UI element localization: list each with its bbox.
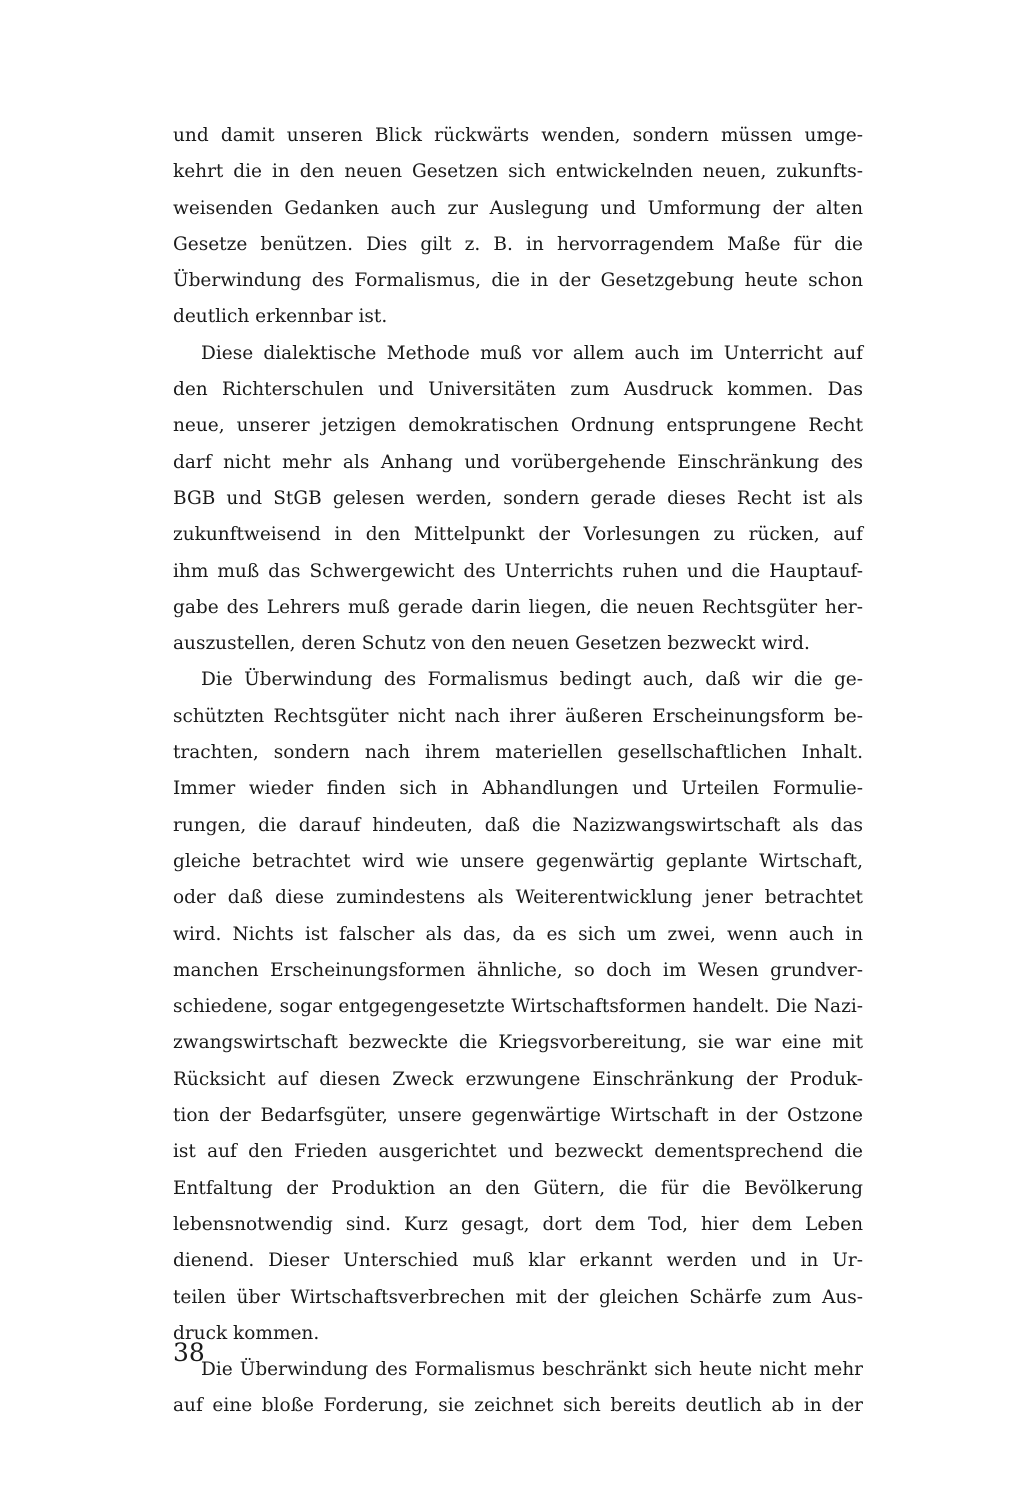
paragraph [173, 336, 863, 663]
text-line: gleiche betrachtet wird wie unsere gegenwärtig geplante Wirtschaft, [173, 850, 863, 872]
text-line: auf eine bloße Forderung, sie zeichnet sich bereits deutlich ab in der [173, 1395, 863, 1417]
text-line: tion der Bedarfsgüter, unsere gegenwärtige Wirtschaft in der Ostzone [173, 1105, 863, 1127]
body-text [173, 118, 863, 1425]
text-line: Überwindung des Formalismus, die in der Gesetzgebung heute schon [173, 270, 863, 292]
text-line: weisenden Gedanken auch zur Auslegung und Umformung der alten [173, 197, 863, 219]
text-line: trachten, sondern nach ihrem materiellen gesellschaftlichen Inhalt. [173, 742, 863, 764]
page-number: 38 [173, 1338, 205, 1367]
text-line: Rücksicht auf diesen Zweck erzwungene Einschränkung der Produk- [173, 1068, 863, 1090]
text-line: schiedene, sogar entgegengesetzte Wirtschaftsformen handelt. Die Nazi- [173, 996, 863, 1018]
text-line: wird. Nichts ist falscher als das, da es sich um zwei, wenn auch in [173, 923, 863, 945]
text-line: BGB und StGB gelesen werden, sondern gerade dieses Recht ist als [173, 487, 863, 509]
text-line: rungen, die darauf hindeuten, daß die Nazizwangswirtschaft als das [173, 814, 863, 836]
text-line: und damit unseren Blick rückwärts wenden, sondern müssen umge- [173, 125, 863, 146]
text-line: lebensnotwendig sind. Kurz gesagt, dort dem Tod, hier dem Leben [173, 1213, 863, 1235]
paragraph [173, 662, 863, 1352]
text-line: zwangswirtschaft bezweckte die Kriegsvorbereitung, sie war eine mit [173, 1032, 863, 1054]
text-line: auszustellen, deren Schutz von den neuen Gesetzen bezweckt wird. [173, 633, 810, 655]
text-line: gabe des Lehrers muß gerade darin liegen, die neuen Rechtsgüter her- [173, 596, 863, 618]
text-line: zukunftweisend in den Mittelpunkt der Vorlesungen zu rücken, auf [173, 524, 863, 546]
text-line: oder daß diese zumindestens als Weiterentwicklung jener betrachtet [173, 887, 863, 909]
text-line: manchen Erscheinungsformen ähnliche, so doch im Wesen grundver- [173, 959, 863, 981]
text-line: teilen über Wirtschaftsverbrechen mit der gleichen Schärfe zum Aus- [173, 1286, 863, 1308]
text-line: dienend. Dieser Unterschied muß klar erkannt werden und in Ur- [173, 1250, 863, 1272]
text-line: ihm muß das Schwergewicht des Unterrichts ruhen und die Hauptauf- [173, 560, 863, 582]
text-line: druck kommen. [173, 1322, 320, 1344]
paragraph [173, 1352, 863, 1425]
text-line: den Richterschulen und Universitäten zum Ausdruck kommen. Das [173, 379, 863, 401]
text-line: Immer wieder finden sich in Abhandlungen und Urteilen Formulie- [173, 778, 863, 800]
text-line: Gesetze benützen. Dies gilt z. B. in hervorragendem Maße für die [173, 233, 863, 255]
text-line: Entfaltung der Produktion an den Gütern, die für die Bevölkerung [173, 1177, 863, 1199]
text-line: Die Überwindung des Formalismus bedingt auch, daß wir die ge- [201, 669, 863, 691]
text-line: kehrt die in den neuen Gesetzen sich entwickelnden neuen, zukunfts- [173, 161, 863, 183]
text-line: Diese dialektische Methode muß vor allem auch im Unterricht auf [201, 342, 863, 364]
paragraph [173, 118, 863, 336]
text-line: neue, unserer jetzigen demokratischen Ordnung entsprungene Recht [173, 415, 863, 437]
text-line: Die Überwindung des Formalismus beschränkt sich heute nicht mehr [201, 1359, 863, 1381]
text-line: darf nicht mehr als Anhang und vorübergehende Einschränkung des [173, 451, 863, 473]
text-line: ist auf den Frieden ausgerichtet und bezweckt dementsprechend die [173, 1141, 863, 1163]
text-line: schützten Rechtsgüter nicht nach ihrer äußeren Erscheinungsform be- [173, 705, 863, 727]
text-line: deutlich erkennbar ist. [173, 306, 388, 328]
